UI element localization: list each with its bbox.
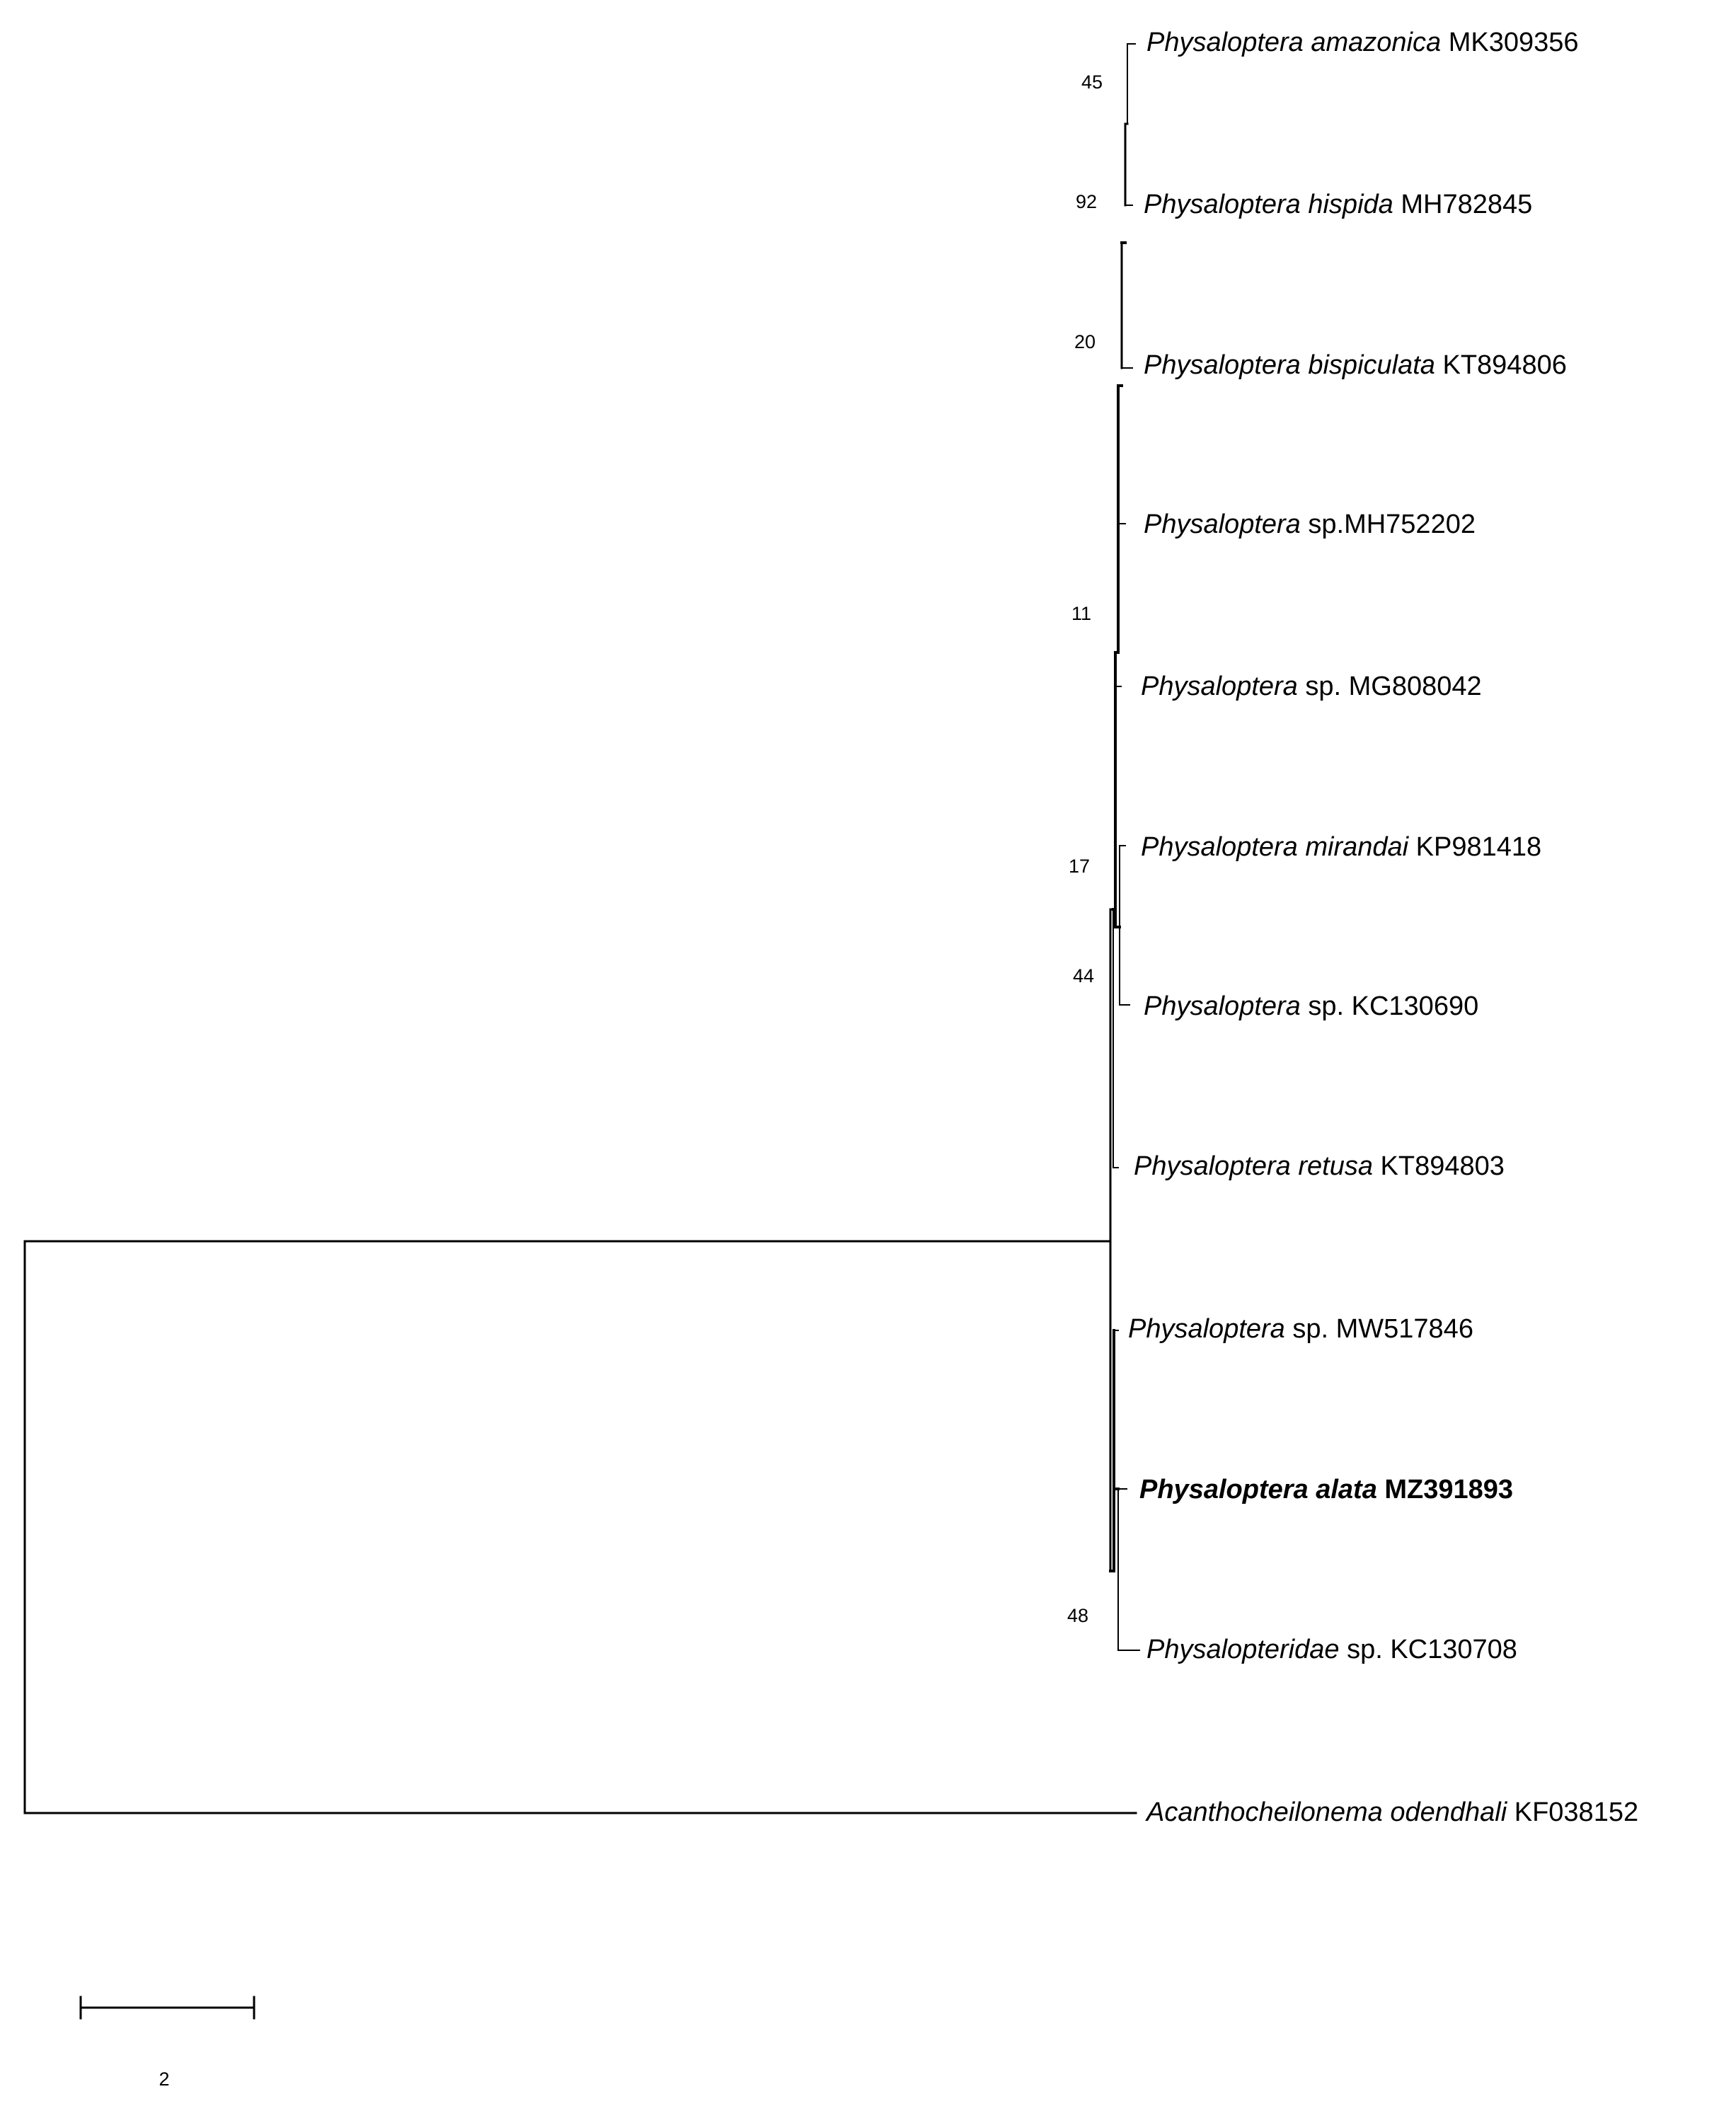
support-value: 17 [1069, 856, 1091, 877]
taxon-labels [1128, 28, 1638, 1827]
support-value: 11 [1071, 603, 1092, 624]
support-value: 48 [1067, 1605, 1089, 1626]
support-value: 45 [1081, 71, 1103, 93]
taxon-label-physaloptera-mirandai: Physaloptera mirandai KP981418 [1141, 832, 1542, 862]
scale-bar-label: 2 [159, 2068, 170, 2090]
taxon-label-physaloptera-sp-mw517846: Physaloptera sp. MW517846 [1128, 1314, 1473, 1344]
taxon-label-physalopteridae-sp-kc130708: Physalopteridae sp. KC130708 [1146, 1635, 1517, 1664]
support-value: 92 [1076, 191, 1098, 212]
taxon-label-physaloptera-alata: Physaloptera alata MZ391893 [1139, 1475, 1514, 1504]
taxon-label-physaloptera-bispiculata: Physaloptera bispiculata KT894806 [1144, 350, 1567, 380]
taxon-label-acanthocheilonema-odendhali: Acanthocheilonema odendhali KF038152 [1146, 1797, 1639, 1827]
taxon-label-physaloptera-sp-mh752202: Physaloptera sp.MH752202 [1144, 510, 1476, 539]
taxon-label-physaloptera-sp-mg808042: Physaloptera sp. MG808042 [1141, 672, 1482, 701]
support-value: 44 [1073, 965, 1095, 986]
tree-branches [25, 44, 1139, 1813]
taxon-label-physaloptera-retusa: Physaloptera retusa KT894803 [1134, 1151, 1505, 1181]
support-value: 20 [1074, 331, 1096, 352]
taxon-label-physaloptera-sp-kc130690: Physaloptera sp. KC130690 [1144, 991, 1479, 1021]
taxon-label-physaloptera-amazonica: Physaloptera amazonica MK309356 [1146, 28, 1579, 57]
bootstrap-support-values [1067, 71, 1103, 1626]
taxon-label-physaloptera-hispida: Physaloptera hispida MH782845 [1144, 190, 1533, 219]
scale-bar [81, 1997, 254, 2090]
